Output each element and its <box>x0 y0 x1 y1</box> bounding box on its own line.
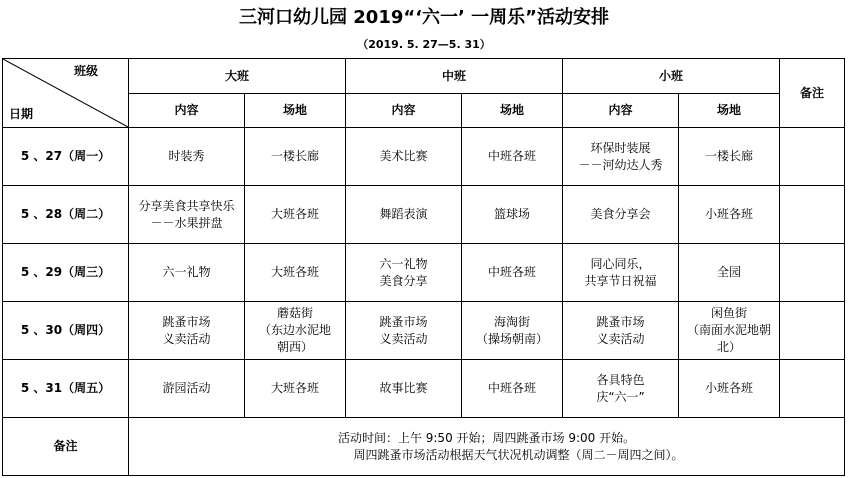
big-venue-cell <box>245 360 346 418</box>
corner-date-label: 日期 <box>9 107 34 121</box>
middle-venue-cell <box>462 244 563 302</box>
cell-text-line: 美术比赛 <box>379 149 428 163</box>
page-title: 三河口幼儿园 2019“‘六一’ 一周乐”活动安排 <box>239 7 609 28</box>
small-venue-cell <box>679 128 780 186</box>
date-cell: 5 、29（周三） <box>3 244 129 302</box>
small-content-cell <box>563 360 679 418</box>
small-venue-cell <box>679 244 780 302</box>
big-venue-header: 场地 <box>245 94 346 128</box>
table-row <box>3 302 845 360</box>
date-cell: 5 、28（周二） <box>3 186 129 244</box>
big-venue-cell <box>245 302 346 360</box>
small-content-cell <box>563 128 679 186</box>
big-content-cell <box>129 128 245 186</box>
cell-text-line: 北） <box>717 340 742 354</box>
cell-text-line: 美食分享 <box>379 273 428 288</box>
cell-text-line: 朝西） <box>277 340 314 354</box>
big-content-cell <box>129 360 245 418</box>
notes-header: 备注 <box>780 59 845 128</box>
cell-text-line: 义卖活动 <box>379 331 428 346</box>
cell-text-line: （东边水泥地 <box>259 323 332 337</box>
cell-text-line: 美食分享会 <box>590 207 651 221</box>
cell-text-line: （南面水泥地朝 <box>687 323 772 337</box>
cell-text-line: 六一礼物 <box>379 256 428 271</box>
cell-text-line: 庆“六一” <box>596 389 645 404</box>
small-venue-cell <box>679 360 780 418</box>
middle-content-cell <box>346 244 462 302</box>
footer-note-line-2: 周四跳蚤市场活动根据天气状况机动调整（周二－周四之间）。 <box>353 447 684 462</box>
row-note-cell <box>780 186 845 244</box>
cell-text-line: 同心同乐， <box>590 256 651 271</box>
cell-text-line: 中班各班 <box>488 149 537 163</box>
big-content-header: 内容 <box>129 94 245 128</box>
middle-venue-cell <box>462 128 563 186</box>
cell-text-line: 蘑菇街 <box>277 306 314 320</box>
cell-text-line: 中班各班 <box>488 265 537 279</box>
date-range-subtitle: （2019. 5. 27—5. 31） <box>357 38 491 51</box>
cell-text-line: 舞蹈表演 <box>379 207 428 221</box>
small-venue-cell <box>679 186 780 244</box>
cell-text-line: 篮球场 <box>494 207 531 221</box>
cell-text-line: 环保时装展 <box>590 140 651 155</box>
cell-text-line: 海淘街 <box>494 314 531 329</box>
cell-text-line: 跳蚤市场 <box>162 314 211 329</box>
date-cell: 5 、30（周四） <box>3 302 129 360</box>
cell-text-line: 跳蚤市场 <box>379 314 428 329</box>
class-header-middle: 中班 <box>346 59 563 94</box>
middle-venue-cell <box>462 360 563 418</box>
big-venue-cell <box>245 128 346 186</box>
middle-content-header: 内容 <box>346 94 462 128</box>
footer-notes-label: 备注 <box>3 418 129 476</box>
small-content-header: 内容 <box>563 94 679 128</box>
middle-content-cell <box>346 128 462 186</box>
corner-header-cell <box>3 59 129 128</box>
small-content-cell <box>563 244 679 302</box>
cell-text-line: －－河幼达人秀 <box>578 157 663 172</box>
cell-text-line: 一楼长廊 <box>271 149 320 163</box>
big-content-cell <box>129 244 245 302</box>
small-content-cell <box>563 186 679 244</box>
footer-note-line-1: 活动时间：上午 9:50 开始；周四跳蚤市场 9:00 开始。 <box>337 430 636 445</box>
cell-text-line: 游园活动 <box>162 381 211 395</box>
middle-venue-cell <box>462 186 563 244</box>
table-row <box>3 360 845 418</box>
cell-text-line: 分享美食共享快乐 <box>138 198 235 213</box>
cell-text-line: 跳蚤市场 <box>596 314 645 329</box>
cell-text-line: 故事比赛 <box>379 381 428 395</box>
row-note-cell <box>780 302 845 360</box>
footer-notes-row <box>3 418 845 476</box>
row-note-cell <box>780 244 845 302</box>
cell-text-line: 大班各班 <box>271 381 320 395</box>
schedule-table <box>2 58 845 476</box>
footer-notes-body <box>129 418 845 476</box>
date-cell: 5 、31（周五） <box>3 360 129 418</box>
row-note-cell <box>780 360 845 418</box>
table-row <box>3 186 845 244</box>
cell-text-line: 小班各班 <box>705 207 754 221</box>
big-content-cell <box>129 186 245 244</box>
cell-text-line: 义卖活动 <box>162 331 211 346</box>
middle-venue-cell <box>462 302 563 360</box>
table-row <box>3 128 845 186</box>
cell-text-line: 中班各班 <box>488 381 537 395</box>
middle-content-cell <box>346 302 462 360</box>
schedule-rows <box>3 128 845 418</box>
big-venue-cell <box>245 186 346 244</box>
cell-text-line: 大班各班 <box>271 207 320 221</box>
cell-text-line: 各具特色 <box>596 372 645 387</box>
cell-text-line: －－水果拼盘 <box>150 215 223 230</box>
middle-content-cell <box>346 186 462 244</box>
class-header-big: 大班 <box>129 59 346 94</box>
cell-text-line: 一楼长廊 <box>705 149 754 163</box>
date-cell: 5 、27（周一） <box>3 128 129 186</box>
middle-venue-header: 场地 <box>462 94 563 128</box>
cell-text-line: 闲鱼街 <box>711 306 748 320</box>
cell-text-line: （操场朝南） <box>476 331 549 346</box>
header-row-subcolumns <box>3 94 845 128</box>
corner-class-label: 班级 <box>73 64 98 78</box>
big-content-cell <box>129 302 245 360</box>
cell-text-line: 义卖活动 <box>596 331 645 346</box>
class-header-small: 小班 <box>563 59 780 94</box>
cell-text-line: 全园 <box>717 265 742 279</box>
middle-content-cell <box>346 360 462 418</box>
cell-text-line: 大班各班 <box>271 265 320 279</box>
small-venue-header: 场地 <box>679 94 780 128</box>
cell-text-line: 六一礼物 <box>162 265 211 279</box>
small-venue-cell <box>679 302 780 360</box>
cell-text-line: 共享节日祝福 <box>584 273 657 288</box>
big-venue-cell <box>245 244 346 302</box>
cell-text-line: 小班各班 <box>705 381 754 395</box>
small-content-cell <box>563 302 679 360</box>
table-row <box>3 244 845 302</box>
cell-text-line: 时装秀 <box>168 149 205 163</box>
header-row-classes <box>3 59 845 94</box>
row-note-cell <box>780 128 845 186</box>
